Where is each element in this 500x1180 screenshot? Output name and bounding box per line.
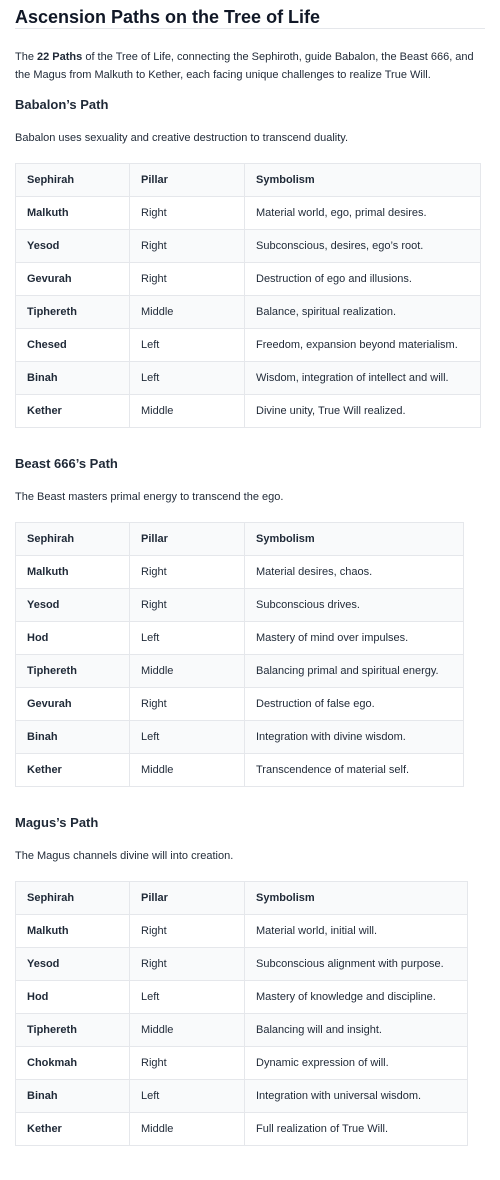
cell-pillar: Right (130, 1047, 245, 1080)
column-header-symbolism: Symbolism (245, 882, 468, 915)
cell-pillar: Right (130, 197, 245, 230)
cell-symbolism: Balancing will and insight. (245, 1014, 468, 1047)
cell-sephirah: Kether (16, 1113, 130, 1146)
cell-pillar: Right (130, 263, 245, 296)
section-magus (15, 815, 485, 1146)
cell-symbolism: Destruction of ego and illusions. (245, 263, 481, 296)
cell-symbolism: Destruction of false ego. (245, 688, 464, 721)
cell-pillar: Left (130, 1080, 245, 1113)
section-babalon (15, 97, 485, 428)
cell-pillar: Right (130, 688, 245, 721)
cell-symbolism: Full realization of True Will. (245, 1113, 468, 1146)
cell-symbolism: Material world, initial will. (245, 915, 468, 948)
column-header-sephirah: Sephirah (16, 523, 130, 556)
cell-pillar: Left (130, 362, 245, 395)
cell-pillar: Left (130, 329, 245, 362)
cell-symbolism: Divine unity, True Will realized. (245, 395, 481, 428)
column-header-symbolism: Symbolism (245, 523, 464, 556)
cell-sephirah: Yesod (16, 230, 130, 263)
cell-pillar: Right (130, 948, 245, 981)
intro-prefix: The (15, 51, 38, 63)
cell-pillar: Middle (130, 395, 245, 428)
table-row (16, 948, 468, 981)
column-header-sephirah: Sephirah (16, 882, 130, 915)
cell-sephirah: Yesod (16, 589, 130, 622)
cell-sephirah: Binah (16, 362, 130, 395)
table-header-row (16, 882, 468, 915)
table-row (16, 362, 481, 395)
cell-symbolism: Subconscious alignment with purpose. (245, 948, 468, 981)
column-header-pillar: Pillar (130, 523, 245, 556)
cell-sephirah: Tiphereth (16, 1014, 130, 1047)
cell-pillar: Middle (130, 754, 245, 787)
cell-sephirah: Tiphereth (16, 296, 130, 329)
cell-sephirah: Gevurah (16, 688, 130, 721)
table-row (16, 296, 481, 329)
cell-symbolism: Transcendence of material self. (245, 754, 464, 787)
cell-symbolism: Integration with universal wisdom. (245, 1080, 468, 1113)
column-header-sephirah: Sephirah (16, 164, 130, 197)
table-row (16, 915, 468, 948)
cell-sephirah: Malkuth (16, 197, 130, 230)
table-row (16, 622, 464, 655)
table-row (16, 754, 464, 787)
cell-sephirah: Malkuth (16, 556, 130, 589)
cell-symbolism: Balance, spiritual realization. (245, 296, 481, 329)
cell-symbolism: Material world, ego, primal desires. (245, 197, 481, 230)
cell-symbolism: Dynamic expression of will. (245, 1047, 468, 1080)
column-header-pillar: Pillar (130, 882, 245, 915)
table-row (16, 556, 464, 589)
cell-pillar: Right (130, 915, 245, 948)
section-heading: Beast 666’s Path (15, 456, 118, 471)
cell-pillar: Right (130, 556, 245, 589)
table-row (16, 688, 464, 721)
cell-sephirah: Chokmah (16, 1047, 130, 1080)
table-row (16, 1047, 468, 1080)
section-description: The Magus channels divine will into creation. (15, 850, 234, 862)
intro-paragraph (15, 48, 485, 84)
cell-symbolism: Balancing primal and spiritual energy. (245, 655, 464, 688)
table-row (16, 1080, 468, 1113)
table-header-row (16, 523, 464, 556)
cell-symbolism: Integration with divine wisdom. (245, 721, 464, 754)
cell-sephirah: Kether (16, 395, 130, 428)
cell-sephirah: Binah (16, 1080, 130, 1113)
column-header-symbolism: Symbolism (245, 164, 481, 197)
cell-symbolism: Subconscious, desires, ego’s root. (245, 230, 481, 263)
cell-symbolism: Subconscious drives. (245, 589, 464, 622)
table-row (16, 589, 464, 622)
cell-pillar: Middle (130, 296, 245, 329)
cell-symbolism: Mastery of knowledge and discipline. (245, 981, 468, 1014)
cell-pillar: Middle (130, 655, 245, 688)
cell-pillar: Left (130, 981, 245, 1014)
path-table (15, 881, 468, 1146)
cell-symbolism: Material desires, chaos. (245, 556, 464, 589)
cell-symbolism: Freedom, expansion beyond materialism. (245, 329, 481, 362)
section-heading: Babalon’s Path (15, 97, 109, 112)
table-row (16, 655, 464, 688)
table-row (16, 263, 481, 296)
table-row (16, 721, 464, 754)
table-row (16, 329, 481, 362)
table-row (16, 1014, 468, 1047)
cell-pillar: Left (130, 721, 245, 754)
section-description: The Beast masters primal energy to transcend the ego. (15, 491, 284, 503)
cell-pillar: Middle (130, 1014, 245, 1047)
cell-pillar: Middle (130, 1113, 245, 1146)
cell-sephirah: Tiphereth (16, 655, 130, 688)
cell-sephirah: Hod (16, 981, 130, 1014)
cell-sephirah: Yesod (16, 948, 130, 981)
column-header-pillar: Pillar (130, 164, 245, 197)
page-title: Ascension Paths on the Tree of Life (15, 0, 485, 29)
table-row (16, 981, 468, 1014)
table-row (16, 1113, 468, 1146)
cell-sephirah: Malkuth (16, 915, 130, 948)
section-description: Babalon uses sexuality and creative destruction to transcend duality. (15, 132, 349, 144)
cell-sephirah: Binah (16, 721, 130, 754)
table-header-row (16, 164, 481, 197)
cell-symbolism: Wisdom, integration of intellect and will. (245, 362, 481, 395)
cell-sephirah: Chesed (16, 329, 130, 362)
cell-pillar: Right (130, 230, 245, 263)
section-beast (15, 456, 485, 787)
cell-sephirah: Kether (16, 754, 130, 787)
cell-sephirah: Gevurah (16, 263, 130, 296)
table-row (16, 197, 481, 230)
table-row (16, 395, 481, 428)
section-heading: Magus’s Path (15, 815, 99, 830)
cell-pillar: Left (130, 622, 245, 655)
path-table (15, 522, 464, 787)
cell-sephirah: Hod (16, 622, 130, 655)
cell-symbolism: Mastery of mind over impulses. (245, 622, 464, 655)
intro-suffix: of the Tree of Life, connecting the Sephiroth, guide Babalon, the Beast 666, and the Magus from Malkuth to Kether, each facing unique challenges to realize True Will. (15, 51, 474, 81)
intro-bold: 22 Paths (37, 51, 83, 63)
cell-pillar: Right (130, 589, 245, 622)
table-row (16, 230, 481, 263)
path-table (15, 163, 481, 428)
